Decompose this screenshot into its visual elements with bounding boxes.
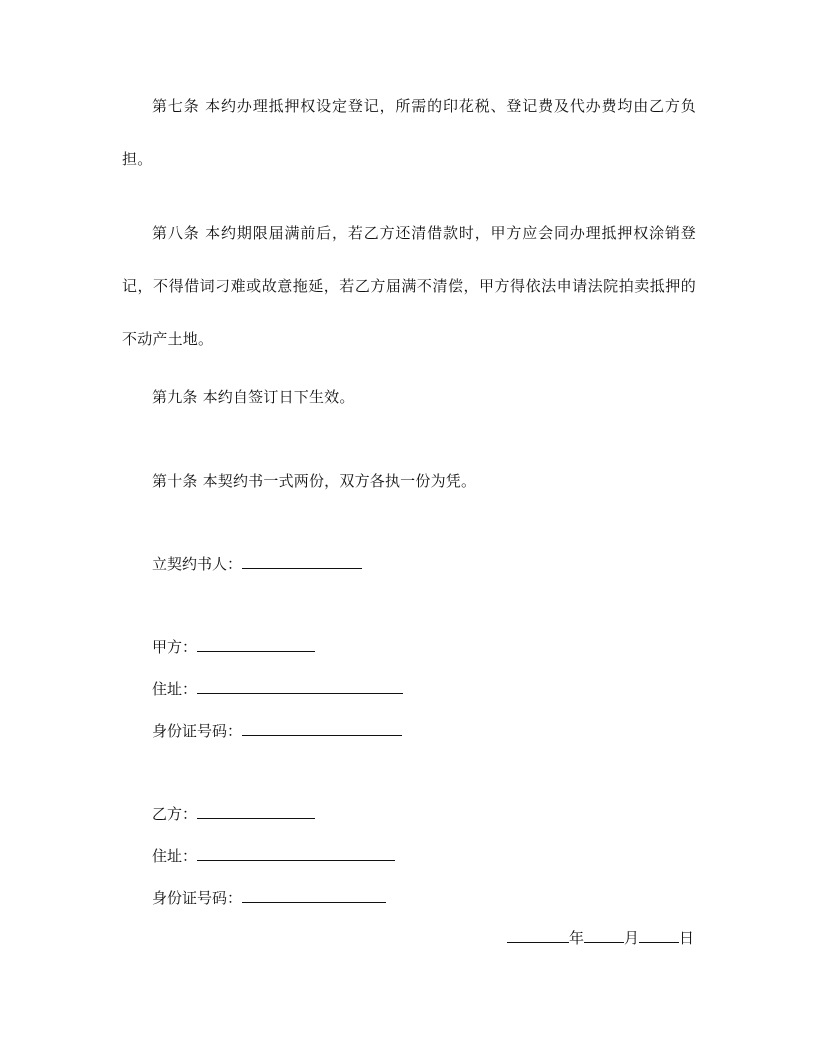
day-blank[interactable] — [639, 928, 679, 943]
party-a-name-label: 甲方： — [152, 638, 198, 656]
party-b-name-blank[interactable] — [197, 804, 315, 819]
party-b-address-blank[interactable] — [197, 846, 395, 861]
party-b-name-label: 乙方： — [152, 805, 198, 823]
party-a-id-label: 身份证号码： — [152, 722, 243, 740]
party-a-id-blank[interactable] — [242, 721, 402, 736]
party-b-id-line — [152, 888, 386, 908]
article-9: 第九条 本约自签订日下生效。 — [152, 388, 355, 406]
party-b-id-label: 身份证号码： — [152, 889, 243, 907]
article-8: 第八条 本约期限届满前后，若乙方还清借款时，甲方应会同办理抵押权涂销登记，不得借词刁难或故意拖延，若乙方届满不清偿，甲方得依法申请法院拍卖抵押的不动产土地。 — [122, 224, 696, 348]
day-label: 日 — [678, 929, 694, 947]
signatories-label: 立契约书人： — [152, 555, 243, 573]
article-10: 第十条 本契约书一式两份，双方各执一份为凭。 — [152, 472, 477, 490]
party-a-address-blank[interactable] — [197, 679, 403, 694]
party-a-id-line — [152, 721, 402, 741]
year-blank[interactable] — [507, 928, 569, 943]
party-b-name-line — [152, 804, 315, 824]
date-line — [507, 928, 694, 948]
year-label: 年 — [568, 929, 584, 947]
party-b-id-blank[interactable] — [242, 888, 386, 903]
party-a-name-line — [152, 637, 315, 657]
party-a-address-line — [152, 679, 403, 699]
article-7: 第七条 本约办理抵押权设定登记，所需的印花税、登记费及代办费均由乙方负担。 — [122, 97, 696, 168]
party-a-address-label: 住址： — [152, 680, 198, 698]
signatories-blank[interactable] — [242, 554, 362, 569]
party-b-address-line — [152, 846, 395, 866]
party-a-name-blank[interactable] — [197, 637, 315, 652]
signatories-line — [152, 554, 362, 574]
month-label: 月 — [623, 929, 639, 947]
month-blank[interactable] — [584, 928, 624, 943]
party-b-address-label: 住址： — [152, 847, 198, 865]
